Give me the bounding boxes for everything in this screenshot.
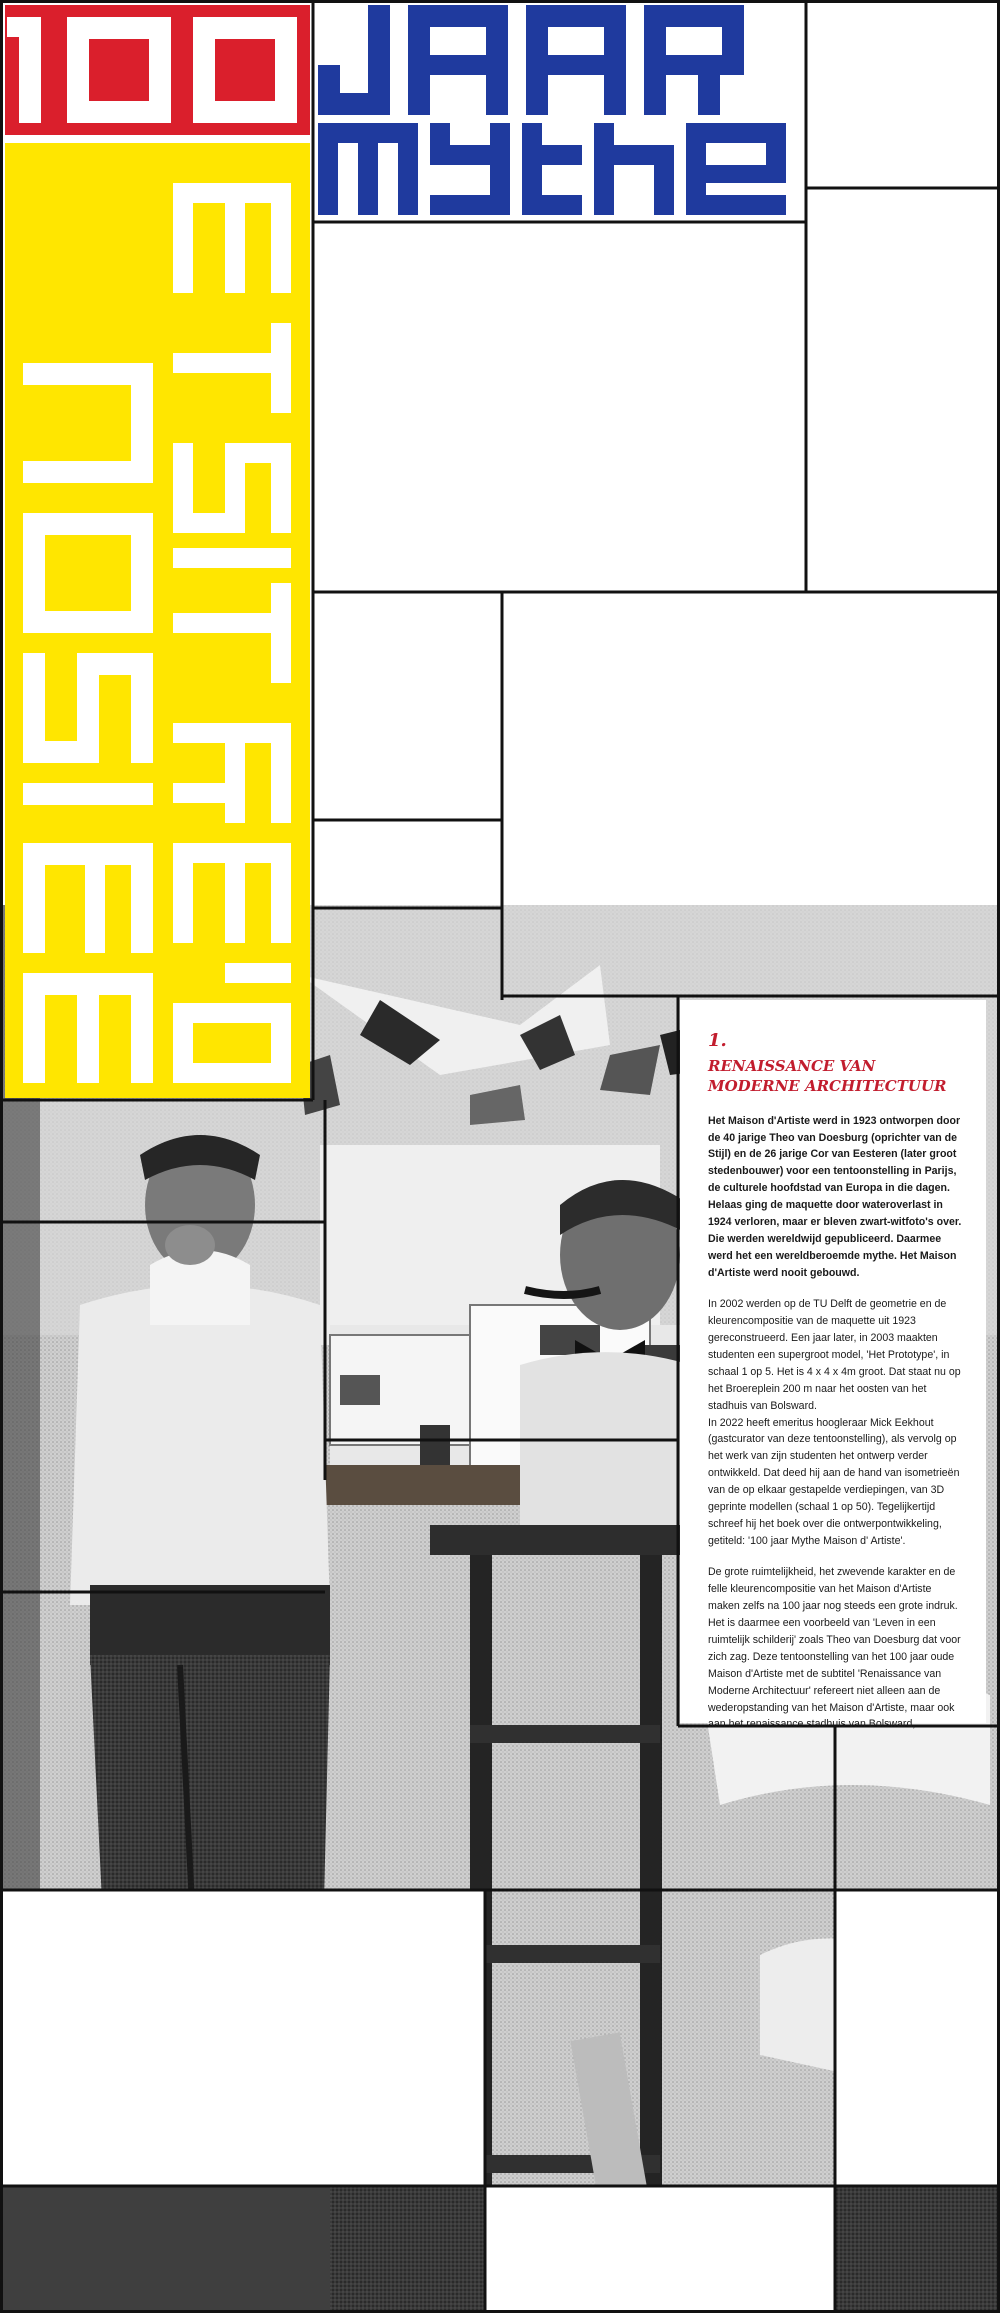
section-title: RENAISSANCE VAN MODERNE ARCHITECTUUR: [708, 1057, 947, 1095]
article-paragraph: In 2022 heeft emeritus hoogleraar Mick Eekhout (gastcurator van deze tentoonstelling), als vervolg op het werk van zijn studenten het ontwerp verder ontwikkeld. Dat deed hij aan de hand van isometrieën van de op elkaar gestapelde verdiepingen, van 3D geprinte modellen (schaal 1 op 50). Tegelijkertijd schreef hij het boek over die ontwerpontwikkeling, getiteld: '100 jaar Mythe Maison d' Artiste'.: [708, 1416, 960, 1548]
article-paragraph: In 2002 werden op de TU Delft de geometrie en de kleurencompositie van de maquette uit 1923 gereconstrueerd. Een jaar later, in 2003 maakten studenten een supergroot model, 'Het Prototype', in schaal 1 op 5. Het is 4 x 4 x 4m groot. Dat staat nu op het Broereplein 200 m naar het oosten van het stadhuis van Bolsward.: [708, 1297, 961, 1412]
article-paragraph: Het Maison d'Artiste werd in 1923 ontworpen door de 40 jarige Theo van Doesburg (oprichter van de Stijl) en de 26 jarige Cor van Eesteren (later groot stedenbouwer) voor een tentoonstelling in Parijs, de culturele hoofdstad van Europa in die dagen. Helaas ging de maquette door wateroverlast in 1924 verloren, maar er bleven zwart-witfoto's over. Die werden wereldwijd gepubliceerd. Daarmee werd het een wereldberoemde mythe. Het Maison d'Artiste werd nooit gebouwd.: [708, 1114, 962, 1280]
title-jaar-mythe-block: [318, 5, 798, 218]
title-jaar-mythe-graphic: [318, 5, 798, 218]
title-maison-dartiste-block: [5, 143, 310, 1098]
title-100-graphic: [5, 5, 310, 135]
article-panel: [680, 1000, 986, 1731]
title-100-block: [5, 5, 310, 135]
title-maison-dartiste-graphic: [5, 143, 310, 1098]
article-paragraph: De grote ruimtelijkheid, het zwevende karakter en de felle kleurencompositie van het Maison d'Artiste maken zelfs na 100 jaar nog steeds een grote indruk. Het is daarmee een voorbeeld van 'Leven in een ruimtelijk schilderij' zoals Theo van Doesburg dat voor zich zag. Deze tentoonstelling van het 100 jaar oude Maison d'Artiste met de subtitel 'Renaissance van Moderne Architectuur' refereert niet alleen aan de wederopstanding van het Maison d'Artiste, maar ook aan het renaissance stadhuis van Bolsward,: [708, 1566, 961, 1731]
section-number: 1.: [708, 1030, 727, 1051]
